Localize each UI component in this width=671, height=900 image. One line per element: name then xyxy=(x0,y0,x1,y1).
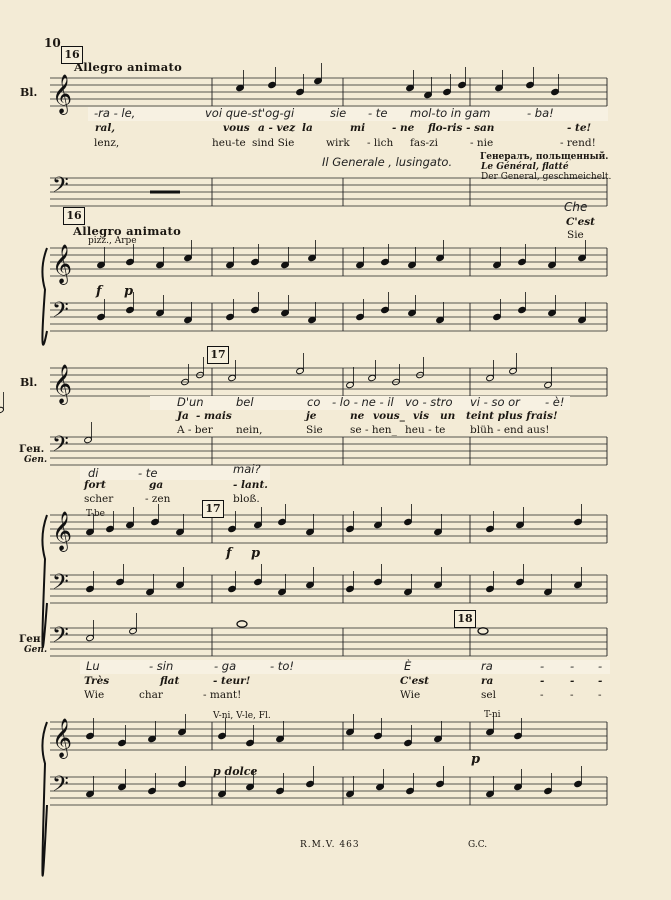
stage-direction-fr: Le Général, flatté xyxy=(481,162,569,172)
note-head xyxy=(129,627,138,634)
note-head xyxy=(126,258,135,265)
piano-brace xyxy=(42,515,47,647)
bass-clef: 𝄢 xyxy=(52,623,69,653)
general-part-label-ru: Ген. xyxy=(19,443,45,455)
lyric-fr: - lant. xyxy=(233,479,268,491)
note-head xyxy=(106,525,115,532)
note-head xyxy=(151,518,160,525)
lyric-de: sel xyxy=(481,689,496,701)
lyric-fr: fort xyxy=(84,479,106,491)
lyric-it: - ga xyxy=(214,659,237,673)
note-head xyxy=(146,588,155,595)
lyric-fr: un xyxy=(440,410,456,422)
stage-direction-ru: Генералъ, польщенный. xyxy=(480,152,609,162)
bass-clef: 𝄢 xyxy=(52,772,69,802)
note-head xyxy=(226,313,235,320)
treble-clef: 𝄞 xyxy=(52,244,73,284)
dynamic-forte: f xyxy=(96,284,102,299)
lyric-it: mai? xyxy=(233,462,261,476)
note-head xyxy=(118,783,127,790)
note-head xyxy=(86,790,95,797)
lyric-fr: - teur! xyxy=(213,675,251,687)
note-head xyxy=(404,588,413,595)
note-head xyxy=(516,521,525,528)
lyric-de: A - ber xyxy=(177,424,213,436)
note-head xyxy=(246,783,255,790)
lyric-fr: ga xyxy=(149,479,164,491)
lyric-de: wirk xyxy=(326,137,350,149)
lyric-de: Sie xyxy=(306,424,323,436)
note-head xyxy=(116,578,125,585)
rehearsal-mark-17-vocal: 17 xyxy=(207,346,229,364)
general-part-label-it: Gen. xyxy=(24,455,48,465)
bass-clef: 𝄢 xyxy=(52,570,69,600)
lyric-it: - xyxy=(598,659,603,673)
note-head xyxy=(314,77,323,84)
note-head xyxy=(424,91,433,98)
treble-clef: 𝄞 xyxy=(52,74,73,114)
note-head xyxy=(228,525,237,532)
note-head xyxy=(356,261,365,268)
note-head xyxy=(306,780,315,787)
lyric-fr: - xyxy=(598,675,603,687)
lyric-it: - te xyxy=(368,106,388,120)
note-head xyxy=(518,258,527,265)
note-head xyxy=(176,581,185,588)
bass-clef: 𝄢 xyxy=(52,432,69,462)
note-head xyxy=(436,780,445,787)
tempo-marking-piano: Allegro animato xyxy=(73,224,182,238)
lyric-fr: vous xyxy=(223,122,250,134)
lyric-it: - xyxy=(540,659,545,673)
note-head xyxy=(509,367,518,374)
piano-brace xyxy=(42,722,47,876)
note-head xyxy=(184,254,193,261)
note-head xyxy=(551,88,560,95)
note-head xyxy=(408,261,417,268)
piano-brace xyxy=(42,248,47,345)
note-head xyxy=(544,787,553,794)
plate-number: R.M.V. 463 xyxy=(300,840,360,850)
lyric-it: vi - so or xyxy=(470,395,520,409)
lyric-fr: - xyxy=(570,675,575,687)
tempo-marking-vocal: Allegro animato xyxy=(74,60,183,74)
note-head xyxy=(548,309,557,316)
violin-part-label: Bl. xyxy=(20,376,38,389)
lyric-it: mol-to in gam xyxy=(410,106,491,120)
note-head xyxy=(156,309,165,316)
lyric-fr: - te! xyxy=(567,122,592,134)
lyric-de: se - hen_ xyxy=(350,424,397,436)
lyric-fr: teint plus frais! xyxy=(466,410,558,422)
note-head xyxy=(493,261,502,268)
lyric-de: Wie xyxy=(84,689,105,701)
lyric-fr: Très xyxy=(84,675,110,687)
note-head xyxy=(178,780,187,787)
note-head xyxy=(281,261,290,268)
lyric-de: sind Sie xyxy=(252,137,295,149)
general-part-label-it: Gen. xyxy=(24,645,48,655)
lyric-it: - è! xyxy=(545,395,565,409)
note-head xyxy=(306,528,315,535)
lyric-it: È xyxy=(404,659,412,673)
note-head xyxy=(436,254,445,261)
note-head xyxy=(486,728,495,735)
note-head xyxy=(278,588,287,595)
note-head xyxy=(86,528,95,535)
note-head xyxy=(436,316,445,323)
lyric-de: - mant! xyxy=(203,689,242,701)
note-head xyxy=(278,518,287,525)
note-head xyxy=(254,578,263,585)
lyric-de: heu-te xyxy=(212,137,246,149)
dynamic-piano: p xyxy=(124,284,134,299)
general-part-label-ru: Ген. xyxy=(19,633,45,645)
note-head xyxy=(514,732,523,739)
note-head xyxy=(296,88,305,95)
note-head xyxy=(404,739,413,746)
lyric-de: - xyxy=(598,689,602,701)
lyric-de: char xyxy=(139,689,163,701)
note-head xyxy=(218,790,227,797)
note-head xyxy=(218,732,227,739)
treble-clef: 𝄞 xyxy=(52,511,73,551)
note-head xyxy=(118,739,127,746)
lyric-de: - lich xyxy=(367,137,394,149)
lyric-it: Lu xyxy=(86,659,100,673)
note-head xyxy=(578,316,587,323)
dynamic-piano: p xyxy=(471,752,481,767)
note-head xyxy=(346,585,355,592)
note-head xyxy=(434,581,443,588)
lyric-de: blüh - end aus! xyxy=(470,424,550,436)
note-head xyxy=(486,374,495,381)
note-head xyxy=(368,374,377,381)
lyric-fr: a - vez xyxy=(258,122,296,134)
note-head xyxy=(374,578,383,585)
note-head xyxy=(276,787,285,794)
lyric-de: nein, xyxy=(236,424,263,436)
note-head xyxy=(374,521,383,528)
tni-marking: T-ni xyxy=(484,710,501,720)
note-head xyxy=(434,735,443,742)
rehearsal-mark-17-piano: 17 xyxy=(202,500,224,518)
note-head xyxy=(306,581,315,588)
lyric-fr: vous_ xyxy=(373,410,405,422)
note-head xyxy=(574,581,583,588)
lyric-fr: ral, xyxy=(95,122,115,134)
lyric-fr: flo-ris - san xyxy=(428,122,495,134)
note-head xyxy=(381,258,390,265)
note-head xyxy=(406,787,415,794)
note-head xyxy=(228,374,237,381)
note-head xyxy=(308,254,317,261)
note-head xyxy=(434,528,443,535)
lyric-de: - xyxy=(540,689,544,701)
lyric-fr: C'est xyxy=(400,675,430,687)
note-head xyxy=(251,306,260,313)
note-head xyxy=(544,588,553,595)
note-head xyxy=(184,316,193,323)
lyric-de: fas-zi xyxy=(410,137,438,149)
rehearsal-mark-16-vocal: 16 xyxy=(61,46,83,64)
note-head xyxy=(97,313,106,320)
lyric-fr: vis xyxy=(413,410,430,422)
note-head xyxy=(376,783,385,790)
bass-clef: 𝄢 xyxy=(52,173,69,203)
note-head xyxy=(346,728,355,735)
note-head xyxy=(495,84,504,91)
note-head xyxy=(254,521,263,528)
note-head xyxy=(346,381,355,388)
note-head xyxy=(406,84,415,91)
lyric-fr: la xyxy=(302,122,313,134)
page-number: 10 xyxy=(44,36,61,50)
lyric-fr: ra xyxy=(481,675,494,687)
note-head xyxy=(486,585,495,592)
note-head xyxy=(148,787,157,794)
lyric-fr: flat xyxy=(160,675,180,687)
rehearsal-mark-16-piano: 16 xyxy=(63,207,85,225)
tbe-marking: T-be xyxy=(86,509,105,519)
stage-direction-de: Der General, geschmeichelt. xyxy=(481,172,612,182)
note-head xyxy=(408,309,417,316)
lyric-it: - ba! xyxy=(527,106,554,120)
lyric-it: - to! xyxy=(270,659,294,673)
note-head xyxy=(126,306,135,313)
lyric-it-right: Che xyxy=(564,200,588,214)
lyric-de: bloß. xyxy=(233,493,260,505)
lyric-it: - lo - ne - il xyxy=(332,395,394,409)
note-head xyxy=(236,84,245,91)
lyric-it: ra xyxy=(481,659,493,673)
dynamic-forte: f xyxy=(226,546,232,561)
note-head xyxy=(574,780,583,787)
lyric-de: - rend! xyxy=(560,137,596,149)
note-head xyxy=(514,783,523,790)
note-head xyxy=(346,790,355,797)
note-head xyxy=(126,521,135,528)
lyric-de: scher xyxy=(84,493,114,505)
lyric-fr: mi xyxy=(350,122,366,134)
lyric-fr: ne xyxy=(350,410,365,422)
lyric-it: bel xyxy=(236,395,254,409)
lyric-it: D'un xyxy=(177,395,204,409)
note-head xyxy=(574,518,583,525)
note-head xyxy=(178,728,187,735)
note-head xyxy=(308,316,317,323)
note-head xyxy=(226,261,235,268)
lyric-fr: Ja xyxy=(177,410,189,422)
note-head xyxy=(458,81,467,88)
note-head xyxy=(486,790,495,797)
lyric-it: di xyxy=(88,466,99,480)
violin-part-label: Bl. xyxy=(20,86,38,99)
note-head xyxy=(526,81,535,88)
note-head xyxy=(246,739,255,746)
note-head xyxy=(578,254,587,261)
catalog-mark: G.C. xyxy=(468,840,488,850)
bass-clef: 𝄢 xyxy=(52,298,69,328)
note-head xyxy=(268,81,277,88)
lyric-fr: - mais xyxy=(196,410,232,422)
note-head xyxy=(251,258,260,265)
whole-note xyxy=(478,628,488,634)
rehearsal-mark-18: 18 xyxy=(454,610,476,628)
note-head xyxy=(356,313,365,320)
note-head xyxy=(404,518,413,525)
lyric-it: voi que-st'og-gi xyxy=(205,106,295,120)
lyric-de: Wie xyxy=(400,689,421,701)
note-head xyxy=(86,732,95,739)
lyric-de: heu - te xyxy=(405,424,446,436)
lyric-de: - nie xyxy=(470,137,494,149)
note-head xyxy=(86,634,95,641)
lyric-de-right: Sie xyxy=(567,229,584,241)
note-head xyxy=(486,525,495,532)
note-head xyxy=(148,735,157,742)
note-head xyxy=(86,585,95,592)
note-head xyxy=(156,261,165,268)
lyric-fr: - ne xyxy=(392,122,415,134)
whole-note xyxy=(237,621,247,627)
note-head xyxy=(518,306,527,313)
lyric-it: vo - stro xyxy=(405,395,453,409)
note-head xyxy=(97,261,106,268)
note-head xyxy=(281,309,290,316)
dynamic-p-dolce: p dolce xyxy=(213,765,258,778)
note-head xyxy=(346,525,355,532)
note-head xyxy=(544,381,553,388)
lyric-fr: je xyxy=(306,410,317,422)
note-head xyxy=(374,732,383,739)
note-head xyxy=(84,436,93,443)
lyric-de: lenz, xyxy=(94,137,120,149)
lyric-fr: - xyxy=(540,675,545,687)
lyric-fr-right: C'est xyxy=(566,216,596,228)
note-head xyxy=(228,585,237,592)
lyric-it: -ra - le, xyxy=(94,106,136,120)
lyric-de: - zen xyxy=(145,493,171,505)
treble-clef: 𝄞 xyxy=(52,364,73,404)
note-head xyxy=(516,578,525,585)
note-head xyxy=(296,367,305,374)
note-head xyxy=(493,313,502,320)
lyric-it: - xyxy=(570,659,575,673)
pizz-marking: pizz., Arpe xyxy=(88,236,137,246)
dynamic-piano: p xyxy=(251,546,261,561)
stage-direction-it: Il Generale , lusingato. xyxy=(322,155,453,169)
note-head xyxy=(443,88,452,95)
lyric-it: - sin xyxy=(149,659,174,673)
lyric-it: - te xyxy=(138,466,158,480)
lyric-de: - xyxy=(570,689,574,701)
vni-marking: V-ni, V-le, Fl. xyxy=(213,711,271,721)
note-head xyxy=(548,261,557,268)
note-head xyxy=(176,528,185,535)
note-head xyxy=(381,306,390,313)
note-head xyxy=(276,735,285,742)
treble-clef: 𝄞 xyxy=(52,718,73,758)
lyric-it: sie xyxy=(330,106,347,120)
lyric-it: co xyxy=(307,395,321,409)
